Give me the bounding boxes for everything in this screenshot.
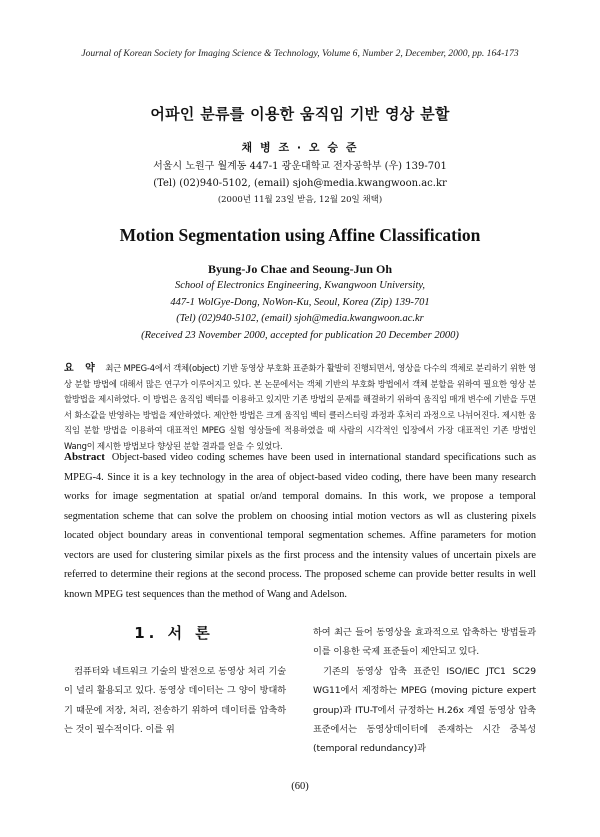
body-paragraph: 하여 최근 들어 동영상을 효과적으로 압축하는 방법들과 이를 이용한 국제 표준들이 제안되고 있다. bbox=[313, 627, 536, 658]
korean-abstract-text: 최근 MPEG-4에서 객체(object) 기반 동영상 부호화 표준화가 활발히 진행되면서, 영상을 다수의 객체로 분리하기 위한 영상 분할 방법에 대해서 많은 연구가 이루어지고 있다. 본 논문에서는 객체 기반의 부호화 방법에서 객체 분할을 위하여 필요한 영상 분할방법을 제시하였다. 이 방법은 움직임 벡터를 이용하고 있지만 기존 방법의 문제를 해결하기 위하여 움직임 매개 변수에 기반을 두면서 화소값을 반영하는 방법을 제안하였다. 제안한 방법은 크게 움직임 벡터 클러스터링 과정과 후처리 과정으로 나뉘어진다. 제시한 움직임 분할 방법을 이용하여 대표적인 MPEG 실험 영상들에 적용하였을 때 사람의 시각적인 입장에서 가장 대표적인 기존 방법인 Wang이 제시한 방법보다 향상된 분할 결과를 얻을 수 있었다. bbox=[64, 363, 536, 451]
korean-abstract-label: 요 약 bbox=[64, 363, 99, 374]
korean-title: 어파인 분류를 이용한 움직임 기반 영상 분할 bbox=[150, 105, 450, 123]
english-authors: Byung-Jo Chae and Seoung-Jun Oh bbox=[207, 262, 393, 276]
korean-authors: 채 병 조 · 오 승 준 bbox=[241, 141, 359, 154]
body-paragraph: 기존의 동영상 압축 표준인 ISO/IEC JTC1 SC29 WG11에서 제정하는 MPEG (moving picture expert group)과 ITU-T에서 규정하는 H.26x 계열 동영상 압축 표준에서는 동영상데이터에 존재하는 시간 중복성(temporal redundancy)과 bbox=[313, 665, 536, 755]
korean-affiliation-block bbox=[0, 158, 600, 209]
korean-contact: (Tel) (02)940-5102, (email) sjoh@media.kwangwoon.ac.kr bbox=[153, 178, 447, 189]
english-title: Motion Segmentation using Affine Classification bbox=[119, 225, 481, 245]
english-abstract-label: Abstract bbox=[64, 451, 105, 463]
english-abstract-text: Object-based video coding schemes have been used in international standard specifications such as MPEG-4. Since it is a key technology in the area of object-based video coding, there have been many research works for image segmentation at spatial or/and temporal domains. In this work, we propose a temporal segmentation scheme that can solve the problem on choosing intial motion vectors as wll as clustering pixels located object boundary areas in conventional temporal segmentation schemes. Affine parameters for motion vectors are used for clustering similar pixels as the first process and the intensity values of uncertain pixels are referred to determine their regions at the second process. The proposed scheme can provide better results in well known MPEG test sequences than the method of Wang and Adelson. bbox=[64, 452, 536, 600]
body-column-left bbox=[64, 662, 286, 740]
english-affiliation-block bbox=[0, 278, 600, 344]
english-affiliation-line2: 447-1 WolGye-Dong, NoWon-Ku, Seoul, Korea (Zip) 139-701 bbox=[170, 296, 430, 308]
english-dates: (Received 23 November 2000, accepted for publication 20 December 2000) bbox=[141, 329, 459, 341]
korean-dates: (2000년 11월 23일 받음, 12월 20일 채택) bbox=[217, 195, 383, 205]
journal-running-header: Journal of Korean Society for Imaging Science & Technology, Volume 6, Number 2, December, 2000, pp. 164-173 bbox=[81, 48, 519, 59]
body-column-right bbox=[313, 623, 536, 759]
section-heading-introduction: 1. 서 론 bbox=[134, 624, 214, 642]
english-contact: (Tel) (02)940-5102, (email) sjoh@media.kwangwoon.ac.kr bbox=[176, 313, 424, 324]
english-abstract bbox=[64, 448, 536, 604]
body-paragraph: 컴퓨터와 네트워크 기술의 발전으로 동영상 처리 기술이 널리 활용되고 있다. 동영상 데이터는 그 양이 방대하기 때문에 저장, 처리, 전송하기 위하여 데이터를 압축하는 것이 필수적이다. 이를 위 bbox=[64, 666, 286, 736]
korean-affiliation: 서울시 노원구 월계동 447-1 광운대학교 전자공학부 (우) 139-701 bbox=[153, 161, 447, 172]
korean-abstract bbox=[64, 361, 536, 455]
english-affiliation-line1: School of Electronics Engineering, Kwangwoon University, bbox=[174, 280, 426, 291]
page-number: (60) bbox=[291, 781, 309, 792]
